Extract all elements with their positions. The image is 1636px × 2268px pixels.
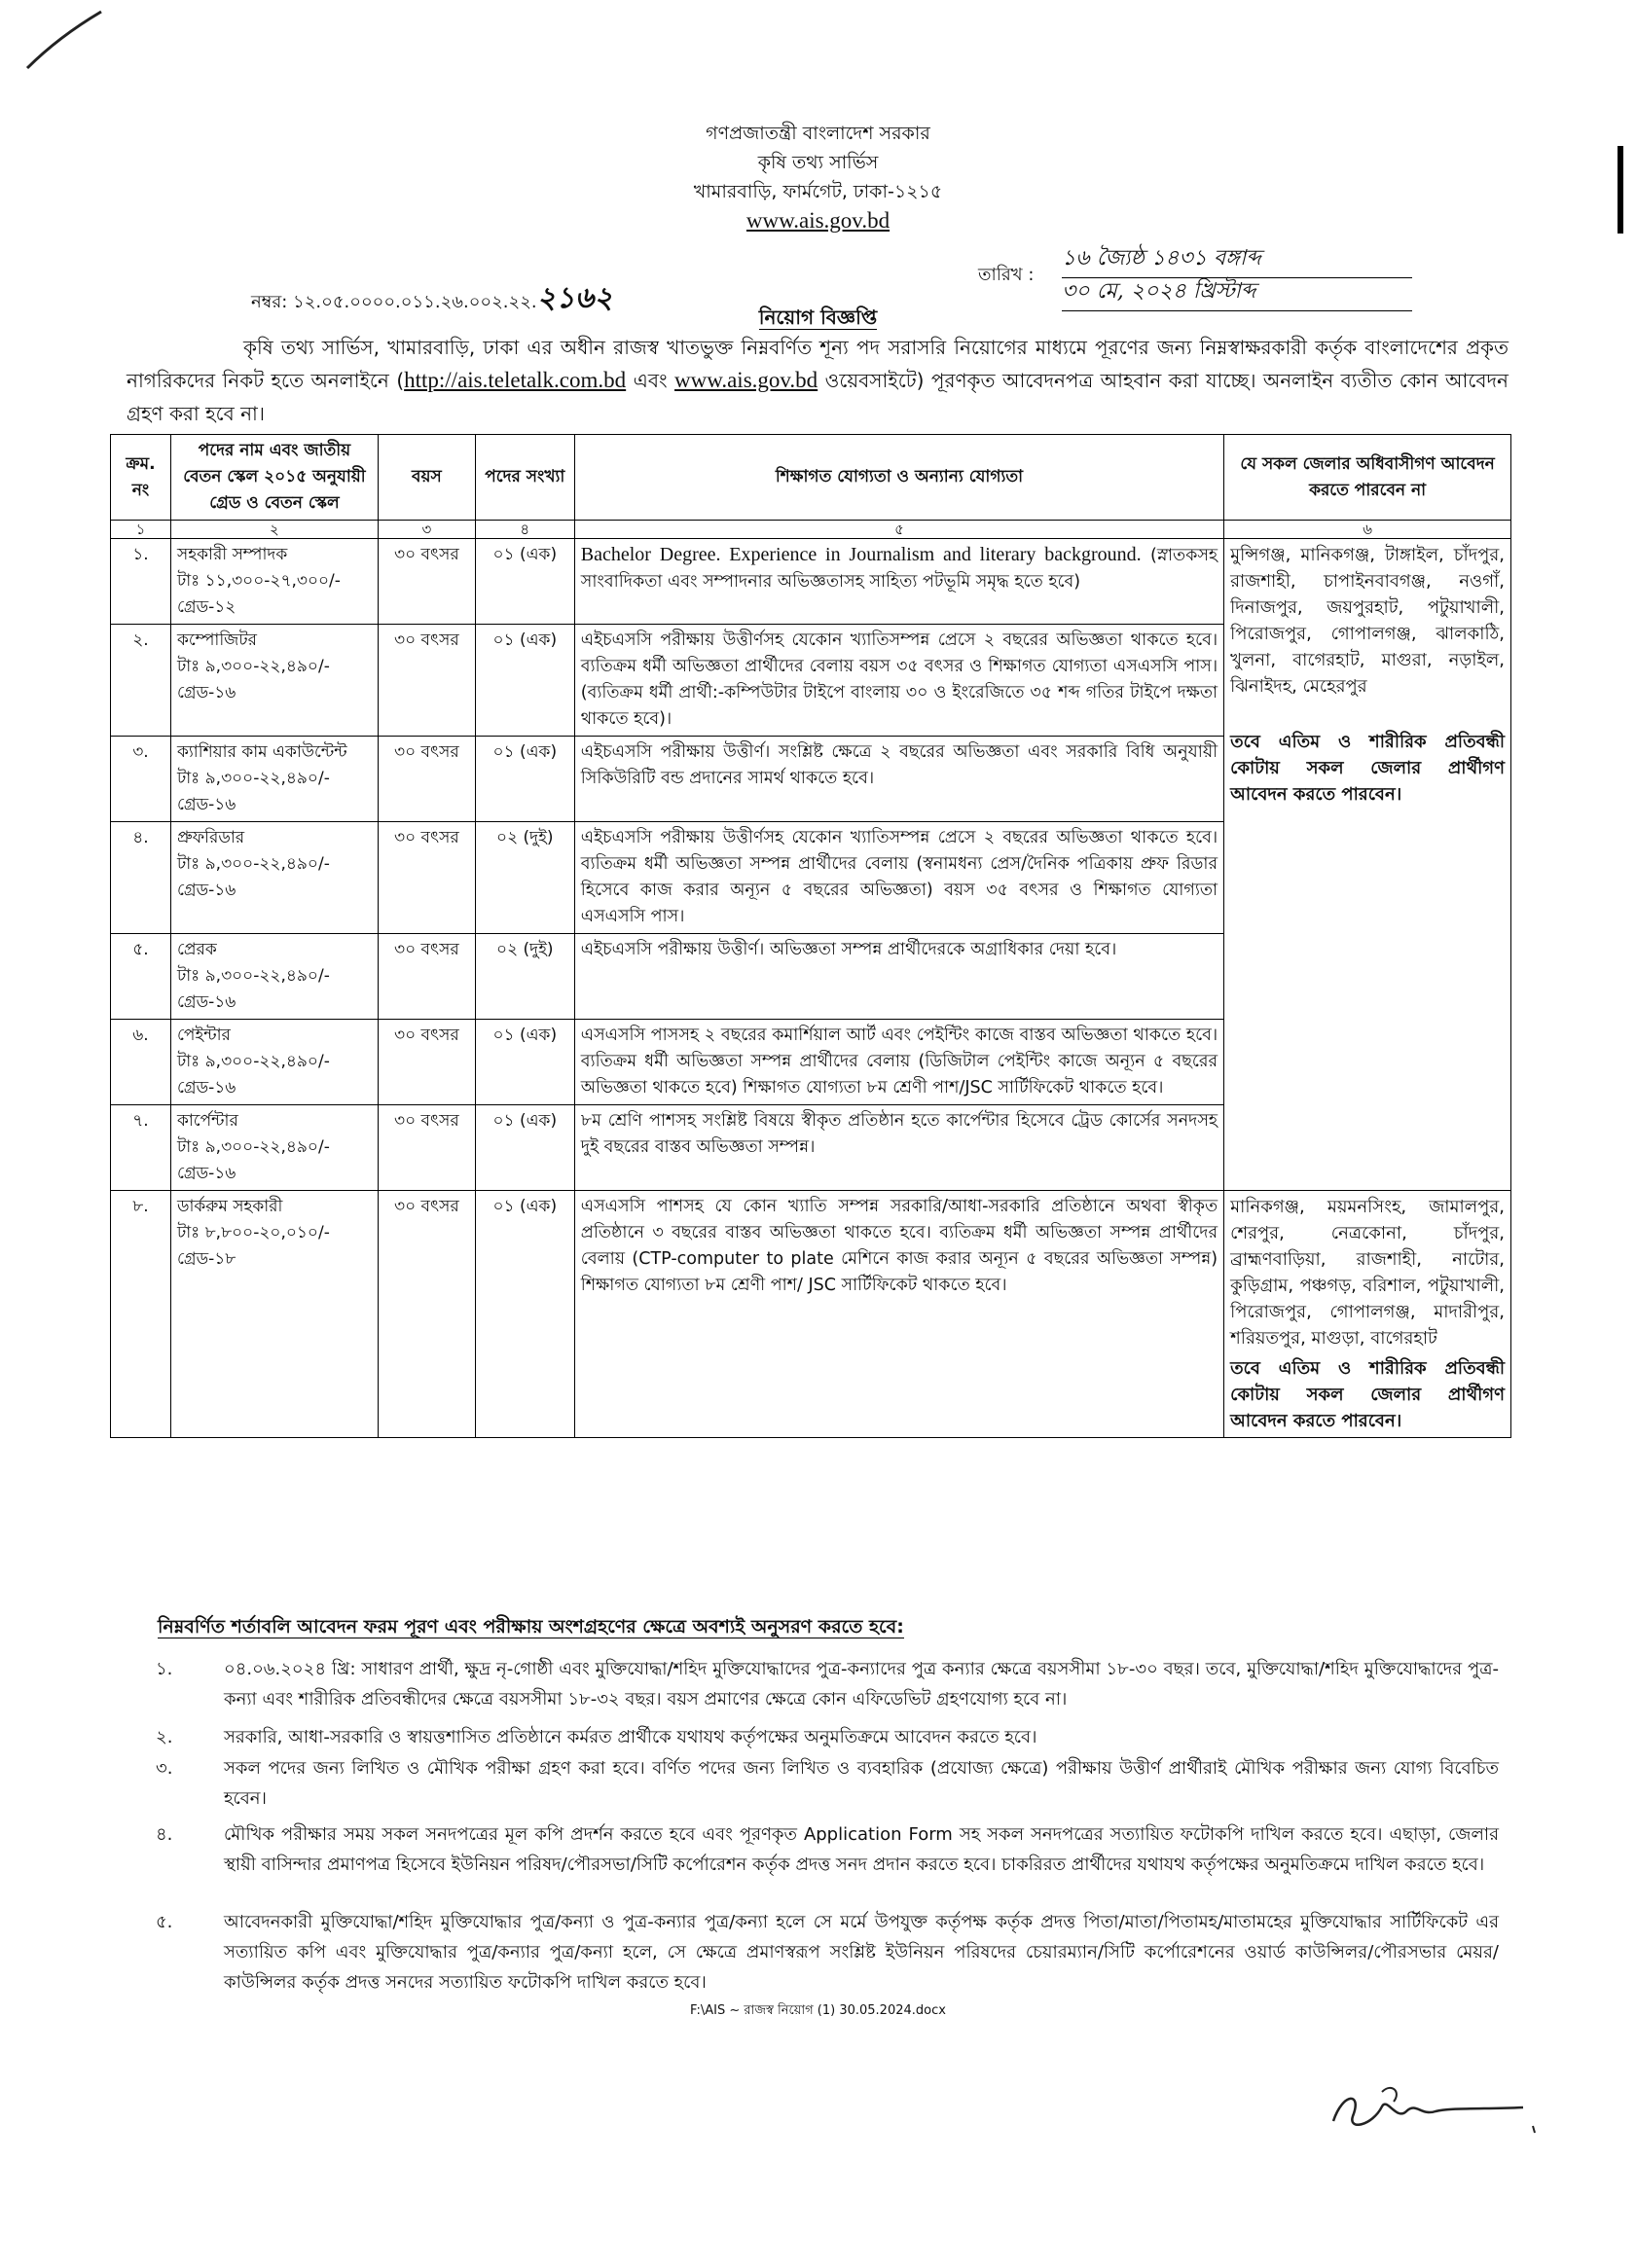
condition-text: ০৪.০৬.২০২৪ খ্রি: সাধারণ প্রার্থী, ক্ষুদ্র নৃ-গোষ্ঠী এবং মুক্তিযোদ্ধা/শহিদ মুক্তিযোদ্ধাদের পুত্র-কন্যাদের পুত্র কন্যার ক্ষেত্রে বয়সসীমা ১৮-৩০ বছর। তবে, মুক্তিযোদ্ধা/শহিদ মুক্তিযোদ্ধাদের পুত্র-কন্যা এবং শারীরিক প্রতিবন্ধীদের ক্ষেত্রে বয়সসীমা ১৮-৩২ বছর। বয়স প্রমাণের ক্ষেত্রে কোন এফিডেভিট গ্রহণযোগ্য হবে না। bbox=[224, 1659, 1499, 1710]
row-qualification: এসএসসি পাসসহ ২ বছরের কমার্শিয়াল আর্ট এবং পেইন্টিং কাজে বাস্তব অভিজ্ঞতা থাকতে হবে। ব্যতিক্রম ধর্মী অভিজ্ঞতা সম্পন্ন প্রার্থীদের বেলায় (ডিজিটাল পেইন্টিং কাজে অন্যূন ৫ বছরের অভিজ্ঞতা থাকতে হবে) শিক্ষাগত যোগ্যতা ৮ম শ্রেণী পাশ/JSC সার্টিফিকেট থাকতে হবে। bbox=[574, 1020, 1223, 1105]
grade: গ্রেড-১৬ bbox=[176, 992, 236, 1012]
intro-text-2: এবং bbox=[626, 369, 675, 392]
column-number-row bbox=[111, 521, 1511, 539]
date-bengali: ১৬ জ্যৈষ্ঠ ১৪৩১ বঙ্গাব্দ bbox=[1062, 241, 1412, 278]
reference-label: নম্বর: ১২.০৫.০০০০.০১১.২৬.০০২.২২. bbox=[251, 292, 537, 312]
date-label: তারিখ : bbox=[978, 265, 1035, 285]
row-count: ০১ (এক) bbox=[475, 625, 574, 737]
pay-scale: টাঃ ৯,৩০০-২২,৪৯০/- bbox=[176, 1137, 330, 1157]
post-name: কম্পোজিটর bbox=[176, 630, 258, 650]
district-list: মুন্সিগঞ্জ, মানিকগঞ্জ, টাঙ্গাইল, চাঁদপুর, রাজশাহী, চাপাইনবাবগঞ্জ, নওগাঁ, দিনাজপুর, জয়পুরহাট, পটুয়াখালী, পিরোজপুর, গোপালগঞ্জ, ঝালকাঠি, খুলনা, বাগেরহাট, মাগুরা, নড়াইল, ঝিনাইদহ, মেহেরপুর bbox=[1230, 545, 1505, 697]
qualification-bn: (স্নাতকসহ সাংবাদিকতা এবং সম্পাদনার অভিজ্ঞতাসহ সাহিত্য পটভূমি সমৃদ্ধ হতে হবে) bbox=[580, 546, 1218, 592]
row-post bbox=[170, 934, 378, 1020]
pen-stroke-mark bbox=[19, 8, 107, 76]
reference-handwritten: ২১৬২ bbox=[536, 281, 613, 315]
row-sl: ৩. bbox=[111, 737, 171, 822]
org-name: কৃষি তথ্য সার্ভিস bbox=[757, 152, 879, 173]
grade: গ্রেড-১৮ bbox=[176, 1249, 236, 1269]
condition-text: মৌখিক পরীক্ষার সময় সকল সনদপত্রের মূল কপি প্রদর্শন করতে হবে এবং পূরণকৃত Application Form সহ সকল সনদপত্রের সত্যায়িত ফটোকপি দাখিল করতে হবে। এছাড়া, জেলার স্থায়ী বাসিন্দার প্রমাণপত্র হিসেবে ইউনিয়ন পরিষদ/পৌরসভা/সিটি কর্পোরেশন কর্তৃক প্রদত্ত সনদ প্রদান করতে হবে। চাকরিরত প্রার্থীদের যথাযথ কর্তৃপক্ষের অনুমতিক্রমে দাখিল করতে হবে। bbox=[224, 1824, 1499, 1875]
col-num: ৩ bbox=[378, 521, 475, 539]
row-post bbox=[170, 539, 378, 625]
row-sl: ২. bbox=[111, 625, 171, 737]
post-name: কার্পেন্টার bbox=[176, 1111, 238, 1131]
intro-text-3: ওয়েবসাইটে) পূরণকৃত আবেদনপত্র আহবান করা যাচ্ছে। অনলাইন ব্যতীত কোন আবেদন গ্রহণ করা হবে না। bbox=[127, 369, 1509, 425]
date-gregorian: ৩০ মে, ২০২৪ খ্রিস্টাব্দ bbox=[1062, 274, 1412, 311]
condition-number: ৫. bbox=[156, 1912, 173, 1932]
condition-number: ৪. bbox=[156, 1824, 173, 1845]
row-post bbox=[170, 1105, 378, 1191]
quota-note: তবে এতিম ও শারীরিক প্রতিবন্ধী কোটায় সকল জেলার প্রার্থীগণ আবেদন করতে পারবেন। bbox=[1230, 1358, 1505, 1431]
row-qualification: এইচএসসি পরীক্ষায় উত্তীর্ণ। সংশ্লিষ্ট ক্ষেত্রে ২ বছরের অভিজ্ঞতা এবং সরকারি বিধি অনুযায়ী সিকিউরিটি বন্ড প্রদানের সামর্থ থাকতে হবে। bbox=[574, 737, 1223, 822]
header-sl: ক্রম. নং bbox=[111, 435, 171, 521]
row-qualification bbox=[574, 539, 1223, 625]
row-sl: ৮. bbox=[111, 1191, 171, 1438]
qualification-en: Bachelor Degree. Experience in Journalism and literary background. bbox=[580, 544, 1142, 565]
post-name: সহকারী সম্পাদক bbox=[176, 545, 288, 564]
pay-scale: টাঃ ৮,৮০০-২০,০১০/- bbox=[176, 1223, 330, 1242]
header-count: পদের সংখ্যা bbox=[475, 435, 574, 521]
post-name: প্রুফরিডার bbox=[176, 828, 245, 847]
date-block bbox=[978, 241, 1426, 309]
row-sl: ৬. bbox=[111, 1020, 171, 1105]
condition-text: সরকারি, আধা-সরকারি ও স্বায়ত্তশাসিত প্রতিষ্ঠানে কর্মরত প্রার্থীকে যথাযথ কর্তৃপক্ষের অনুমতিক্রমে আবেদন করতে হবে। bbox=[224, 1727, 1037, 1747]
condition-number: ৩. bbox=[156, 1758, 173, 1779]
condition-text: আবেদনকারী মুক্তিযোদ্ধা/শহিদ মুক্তিযোদ্ধার পুত্র/কন্যা ও পুত্র-কন্যার পুত্র/কন্যা হলে সে মর্মে উপযুক্ত কর্তৃপক্ষ কর্তৃক প্রদত্ত পিতা/মাতা/পিতামহ/মাতামহের মুক্তিযোদ্ধার সার্টিফিকেট এর সত্যায়িত কপি এবং মুক্তিযোদ্ধার পুত্র/কন্যার পুত্র/কন্যা হলে, সে ক্ষেত্রে প্রমাণস্বরূপ সংশ্লিষ্ট ইউনিয়ন পরিষদের চেয়ারম্যান/সিটি কর্পোরেশনের ওয়ার্ড কাউন্সিলর/পৌরসভার মেয়র/কাউন্সিলর কর্তৃক প্রদত্ত সনদের সত্যায়িত ফটোকপি দাখিল করতে হবে। bbox=[224, 1912, 1499, 1993]
row-post bbox=[170, 737, 378, 822]
row-count: ০২ (দুই) bbox=[475, 934, 574, 1020]
notice-title: নিয়োগ বিজ্ঞপ্তি bbox=[758, 306, 878, 329]
signature bbox=[1324, 2072, 1557, 2141]
row-qualification: এইচএসসি পরীক্ষায় উত্তীর্ণসহ যেকোন খ্যাতিসম্পন্ন প্রেসে ২ বছরের অভিজ্ঞতা থাকতে হবে। ব্যতিক্রম ধর্মী অভিজ্ঞতা প্রার্থীদের বেলায় বয়স ৩৫ বৎসর ও শিক্ষাগত যোগ্যতা এসএসসি পাস। (ব্যতিক্রম ধর্মী প্রার্থী:-কম্পিউটার টাইপে বাংলায় ৩০ ও ইংরেজিতে ৩৫ শব্দ গতির টাইপে দক্ষতা থাকতে হবে)। bbox=[574, 625, 1223, 737]
grade: গ্রেড-১৬ bbox=[176, 1164, 236, 1183]
row-sl: ৫. bbox=[111, 934, 171, 1020]
pay-scale: টাঃ ৯,৩০০-২২,৪৯০/- bbox=[176, 769, 330, 788]
intro-paragraph bbox=[127, 331, 1509, 430]
grade: গ্রেড-১৬ bbox=[176, 1078, 236, 1098]
pay-scale: টাঃ ৯,৩০০-২২,৪৯০/- bbox=[176, 657, 330, 676]
row-age: ৩০ বৎসর bbox=[378, 1020, 475, 1105]
col-num: ৫ bbox=[574, 521, 1223, 539]
grade: গ্রেড-১৬ bbox=[176, 683, 236, 702]
quota-note: তবে এতিম ও শারীরিক প্রতিবন্ধী কোটায় সকল জেলার প্রার্থীগণ আবেদন করতে পারবেন। bbox=[1230, 732, 1505, 805]
org-website: www.ais.gov.bd bbox=[745, 208, 891, 233]
header-districts: যে সকল জেলার অধিবাসীগণ আবেদন করতে পারবেন না bbox=[1224, 435, 1511, 521]
row-age: ৩০ বৎসর bbox=[378, 625, 475, 737]
col-num: ৬ bbox=[1224, 521, 1511, 539]
row-count: ০১ (এক) bbox=[475, 1020, 574, 1105]
row-sl: ৪. bbox=[111, 822, 171, 934]
condition-number: ২. bbox=[156, 1727, 173, 1747]
row-age: ৩০ বৎসর bbox=[378, 822, 475, 934]
row-count: ০২ (দুই) bbox=[475, 822, 574, 934]
col-num: ৪ bbox=[475, 521, 574, 539]
pay-scale: টাঃ ৯,৩০০-২২,৪৯০/- bbox=[176, 1052, 330, 1071]
teletalk-link[interactable]: http://ais.teletalk.com.bd bbox=[404, 368, 627, 392]
row-age: ৩০ বৎসর bbox=[378, 539, 475, 625]
header-qualification: শিক্ষাগত যোগ্যতা ও অন্যান্য যোগ্যতা bbox=[574, 435, 1223, 521]
condition-item bbox=[156, 1819, 1499, 1880]
grade: গ্রেড-১৬ bbox=[176, 795, 236, 814]
row-count: ০১ (এক) bbox=[475, 539, 574, 625]
pay-scale: টাঃ ৯,৩০০-২২,৪৯০/- bbox=[176, 854, 330, 874]
condition-item bbox=[156, 1907, 1499, 1998]
govt-line: গণপ্রজাতন্ত্রী বাংলাদেশ সরকার bbox=[706, 123, 930, 144]
row-post bbox=[170, 1020, 378, 1105]
table-row bbox=[111, 539, 1511, 625]
row-age: ৩০ বৎসর bbox=[378, 934, 475, 1020]
pay-scale: টাঃ ১১,৩০০-২৭,৩০০/- bbox=[176, 571, 341, 591]
condition-item bbox=[156, 1753, 1499, 1814]
table-row bbox=[111, 1191, 1511, 1438]
row-post bbox=[170, 625, 378, 737]
post-name: প্রেরক bbox=[176, 940, 217, 959]
conditions-title: নিম্নবর্ণিত শর্তাবলি আবেদন ফরম পূরণ এবং পরীক্ষায় অংশগ্রহণের ক্ষেত্রে অবশ্যই অনুসরণ করতে হবে: bbox=[158, 1616, 904, 1638]
row-qualification: এইচএসসি পরীক্ষায় উত্তীর্ণসহ যেকোন খ্যাতিসম্পন্ন প্রেসে ২ বছরের অভিজ্ঞতা থাকতে হবে। ব্যতিক্রম ধর্মী অভিজ্ঞতা সম্পন্ন প্রার্থীদের বেলায় (স্বনামধন্য প্রেস/দৈনিক পত্রিকায় প্রুফ রিডার হিসেবে কাজ করার অন্যূন ৫ বছরের অভিজ্ঞতা) বয়স ৩৫ বৎসর ও শিক্ষাগত যোগ্যতা এসএসসি পাস। bbox=[574, 822, 1223, 934]
grade: গ্রেড-১২ bbox=[176, 597, 236, 617]
header-age: বয়স bbox=[378, 435, 475, 521]
org-address: খামারবাড়ি, ফার্মগেট, ঢাকা-১২১৫ bbox=[693, 181, 943, 202]
row-sl: ১. bbox=[111, 539, 171, 625]
post-name: পেইন্টার bbox=[176, 1026, 231, 1045]
condition-item bbox=[156, 1722, 1499, 1752]
row-qualification: এইচএসসি পরীক্ষায় উত্তীর্ণ। অভিজ্ঞতা সম্পন্ন প্রার্থীদেরকে অগ্রাধিকার দেয়া হবে। bbox=[574, 934, 1223, 1020]
row-qualification: ৮ম শ্রেণি পাশসহ সংশ্লিষ্ট বিষয়ে স্বীকৃত প্রতিষ্ঠান হতে কার্পেন্টার হিসেবে ট্রেড কোর্সের সনদসহ দুই বছরের বাস্তব অভিজ্ঞতা সম্পন্ন। bbox=[574, 1105, 1223, 1191]
row-count: ০১ (এক) bbox=[475, 1191, 574, 1438]
vacancy-table bbox=[110, 434, 1511, 1438]
district-restriction-2 bbox=[1224, 1191, 1511, 1438]
row-count: ০১ (এক) bbox=[475, 737, 574, 822]
row-age: ৩০ বৎসর bbox=[378, 1105, 475, 1191]
condition-item bbox=[156, 1654, 1499, 1714]
row-count: ০১ (এক) bbox=[475, 1105, 574, 1191]
row-post bbox=[170, 822, 378, 934]
intro-text-1: কৃষি তথ্য সার্ভিস, খামারবাড়ি, ঢাকা এর অধীন রাজস্ব খাতভুক্ত নিম্নবর্ণিত শূন্য পদ সরাসরি নিয়োগের মাধ্যমে পূরণের জন্য নিম্নস্বাক্ষরকারী কর্তৃক বাংলাদেশের প্রকৃত নাগরিকদের নিকট হতে অনলাইনে ( bbox=[127, 336, 1509, 392]
post-name: ক্যাশিয়ার কাম একাউন্টেন্ট bbox=[176, 742, 347, 762]
row-age: ৩০ বৎসর bbox=[378, 1191, 475, 1438]
condition-text: সকল পদের জন্য লিখিত ও মৌখিক পরীক্ষা গ্রহণ করা হবে। বর্ণিত পদের জন্য লিখিত ও ব্যবহারিক (প্রযোজ্য ক্ষেত্রে) পরীক্ষায় উত্তীর্ণ প্রার্থীরাই মৌখিক পরীক্ষার জন্য যোগ্য বিবেচিত হবেন। bbox=[224, 1758, 1499, 1809]
row-sl: ৭. bbox=[111, 1105, 171, 1191]
header-post: পদের নাম এবং জাতীয় বেতন স্কেল ২০১৫ অনুযায়ী গ্রেড ও বেতন স্কেল bbox=[170, 435, 378, 521]
row-age: ৩০ বৎসর bbox=[378, 737, 475, 822]
condition-number: ১. bbox=[156, 1659, 173, 1679]
district-restriction-1 bbox=[1224, 539, 1511, 1191]
post-name: ডার্করুম সহকারী bbox=[176, 1197, 283, 1216]
pay-scale: টাঃ ৯,৩০০-২২,৪৯০/- bbox=[176, 966, 330, 986]
col-num: ২ bbox=[170, 521, 378, 539]
file-path-footer: F:\AIS ~ রাজস্ব নিয়োগ (1) 30.05.2024.docx bbox=[690, 2003, 946, 2018]
row-qualification: এসএসসি পাশসহ যে কোন খ্যাতি সম্পন্ন সরকারি/আধা-সরকারি প্রতিষ্ঠানে অথবা স্বীকৃত প্রতিষ্ঠানে ৩ বছরের বাস্তব অভিজ্ঞতা থাকতে হবে। ব্যতিক্রম ধর্মী অভিজ্ঞতা সম্পন্ন প্রার্থীদের বেলায় (CTP-computer to plate মেশিনে কাজ করার অন্যূন ৫ বছরের অভিজ্ঞতা সম্পন্ন) শিক্ষাগত যোগ্যতা ৮ম শ্রেণী পাশ/ JSC সার্টিফিকেট থাকতে হবে। bbox=[574, 1191, 1223, 1438]
row-post bbox=[170, 1191, 378, 1438]
col-num: ১ bbox=[111, 521, 171, 539]
district-list: মানিকগঞ্জ, ময়মনসিংহ, জামালপুর, শেরপুর, নেত্রকোনা, চাঁদপুর, ব্রাহ্মণবাড়িয়া, রাজশাহী, নাটোর, কুড়িগ্রাম, পঞ্চগড়, বরিশাল, পটুয়াখালী, পিরোজপুর, গোপালগঞ্জ, মাদারীপুর, শরিয়তপুর, মাগুড়া, বাগেরহাট bbox=[1230, 1197, 1505, 1349]
ais-link[interactable]: www.ais.gov.bd bbox=[674, 368, 818, 392]
grade: গ্রেড-১৬ bbox=[176, 881, 236, 900]
